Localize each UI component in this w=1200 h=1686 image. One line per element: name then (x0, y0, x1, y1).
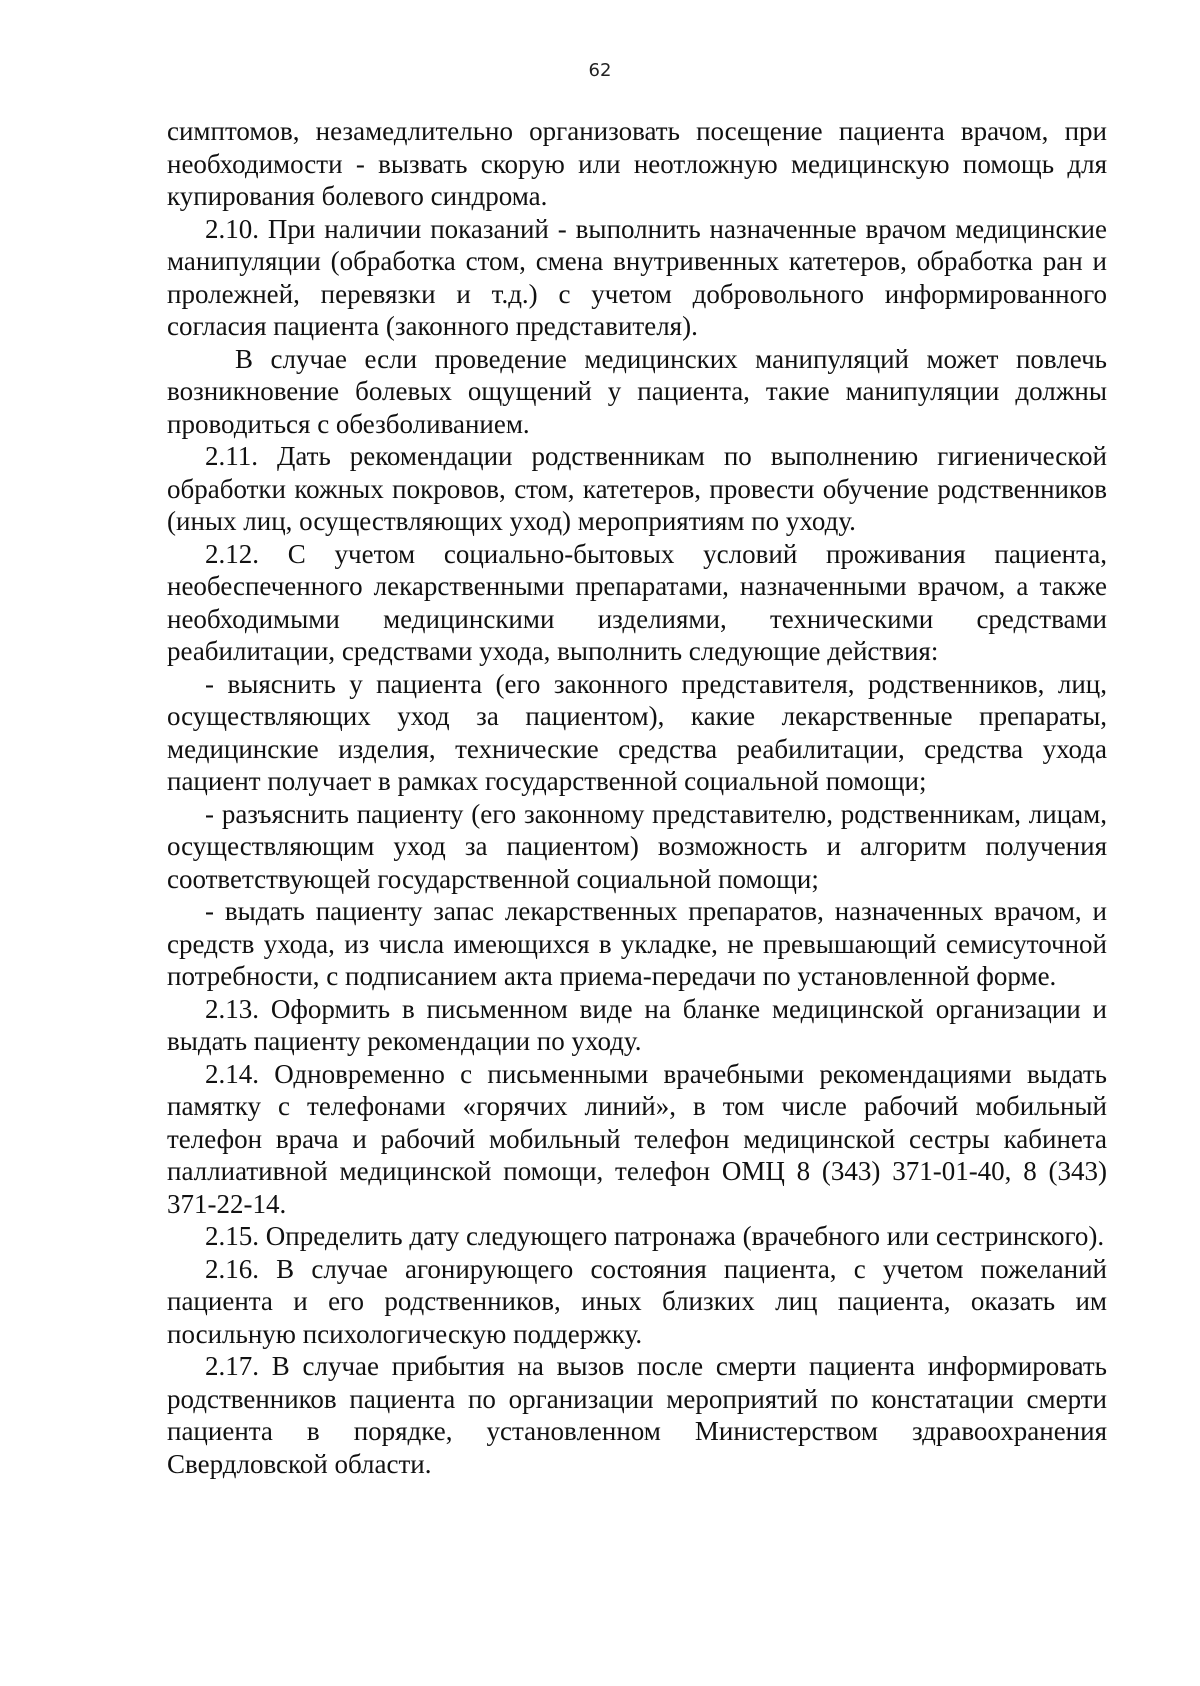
list-item-issue: - выдать пациенту запас лекарственных препаратов, назначенных врачом, и средств ухода, из числа имеющихся в укладке, не превышающий семисуточной потребности, с подписанием акта приема-передачи по установленной форме. (167, 896, 1107, 991)
paragraph-2-16: 2.16. В случае агонирующего состояния пациента, с учетом пожеланий пациента и его родственников, иных близких лиц пациента, оказать им посильную психологическую поддержку. (167, 1253, 1107, 1349)
paragraph-2-15: 2.15. Определить дату следующего патронажа (врачебного или сестринского). (205, 1221, 1105, 1251)
list-item-explain: - разъяснить пациенту (его законному представителю, родственникам, лицам, осуществляющим уход за пациентом) возможность и алгоритм получения соответствующей государственной социальной помощи; (167, 798, 1107, 894)
paragraph-2-12: 2.12. С учетом социально-бытовых условий проживания пациента, необеспеченного лекарственными препаратами, назначенными врачом, а также необходимыми медицинскими изделиями, техническими средствами реабилитации, средствами ухода, выполнить следующие действия: (167, 538, 1107, 666)
paragraph-continuation: симптомов, незамедлительно организовать посещение пациента врачом, при необходимости - вызвать скорую или неотложную медицинскую помощь для купирования болевого синдрома. (167, 116, 1107, 211)
page-number: 62 (588, 60, 612, 81)
list-item-clarify: - выяснить у пациента (его законного представителя, родственников, лиц, осуществляющих уход за пациентом), какие лекарственные препараты, медицинские изделия, технические средства реабилитации, средства ухода пациент получает в рамках государственной социальной помощи; (167, 668, 1107, 796)
document-body (167, 115, 1107, 1480)
paragraph-2-17: 2.17. В случае прибытия на вызов после смерти пациента информировать родственников пациента по организации мероприятий по констатации смерти пациента в порядке, установленном Министерством здравоохранения Свердловской области. (167, 1351, 1107, 1479)
paragraph-2-10: 2.10. При наличии показаний - выполнить назначенные врачом медицинские манипуляции (обработка стом, смена внутривенных катетеров, обработка ран и пролежней, перевязки и т.д.) с учетом добровольного информированного согласия пациента (законного представителя). (167, 213, 1107, 341)
paragraph-2-11: 2.11. Дать рекомендации родственникам по выполнению гигиенической обработки кожных покровов, стом, катетеров, провести обучение родственников (иных лиц, осуществляющих уход) мероприятиям по уходу. (167, 441, 1107, 536)
paragraph-2-14: 2.14. Одновременно с письменными врачебными рекомендациями выдать памятку с телефонами «горячих линий», в том числе рабочий мобильный телефон врача и рабочий мобильный телефон медицинской сестры кабинета паллиативной медицинской помощи, телефон ОМЦ 8 (343) 371-01-40, 8 (343) 371-22-14. (167, 1058, 1107, 1219)
paragraph-2-13: 2.13. Оформить в письменном виде на бланке медицинской организации и выдать пациенту рекомендации по уходу. (167, 993, 1107, 1056)
paragraph-2-10-note: В случае если проведение медицинских манипуляций может повлечь возникновение болевых ощущений у пациента, такие манипуляции должны проводиться с обезболиванием. (167, 343, 1107, 439)
